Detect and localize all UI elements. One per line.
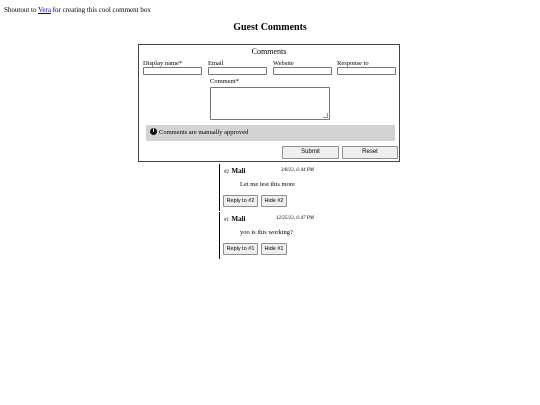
comment-textarea[interactable] xyxy=(210,87,330,120)
shoutout-prefix: Shoutout to xyxy=(4,6,37,14)
website-label: Website xyxy=(273,60,294,67)
comment-timestamp: 3/8/23, 6:44 PM xyxy=(281,168,314,173)
comment-form-title: Comments xyxy=(251,47,287,56)
shoutout-suffix: for creating this cool comment box xyxy=(52,6,151,14)
comment-header xyxy=(224,167,246,175)
comment-author: Mali xyxy=(231,167,246,175)
response-to-field[interactable] xyxy=(337,67,396,75)
comment-header xyxy=(224,215,246,223)
comment-id: #2 xyxy=(224,170,229,175)
email-field[interactable] xyxy=(208,67,267,75)
hide-button[interactable]: Hide #1 xyxy=(261,243,287,255)
submit-button[interactable]: Submit xyxy=(282,146,339,159)
comment-text: Let me test this more xyxy=(240,181,295,188)
resize-grip-icon[interactable] xyxy=(323,113,328,118)
approval-notice xyxy=(146,125,395,141)
comment-item xyxy=(219,212,330,259)
approval-notice-text: Comments are manually approved xyxy=(159,129,249,136)
info-icon: i xyxy=(150,128,157,135)
comment-author: Mali xyxy=(231,215,246,223)
shoutout-text xyxy=(4,6,151,14)
comment-item xyxy=(219,164,330,211)
comment-form xyxy=(138,44,400,162)
comment-text: yoo is this working? xyxy=(240,229,293,236)
reply-button[interactable]: Reply to #1 xyxy=(223,243,258,255)
reply-button[interactable]: Reply to #2 xyxy=(223,195,258,207)
display-name-label: Display name* xyxy=(143,60,183,67)
display-name-field[interactable] xyxy=(143,67,202,75)
website-field[interactable] xyxy=(273,67,332,75)
email-label: Email xyxy=(208,60,224,67)
page-title: Guest Comments xyxy=(233,22,307,33)
response-to-label: Response to xyxy=(337,60,369,67)
shoutout-link[interactable]: Vera xyxy=(38,6,51,14)
reset-button[interactable]: Reset xyxy=(342,146,398,159)
comment-id: #1 xyxy=(224,218,229,223)
hide-button[interactable]: Hide #2 xyxy=(261,195,287,207)
comment-label: Comment* xyxy=(210,78,239,85)
comment-timestamp: 12/25/23, 6:47 PM xyxy=(276,216,314,221)
